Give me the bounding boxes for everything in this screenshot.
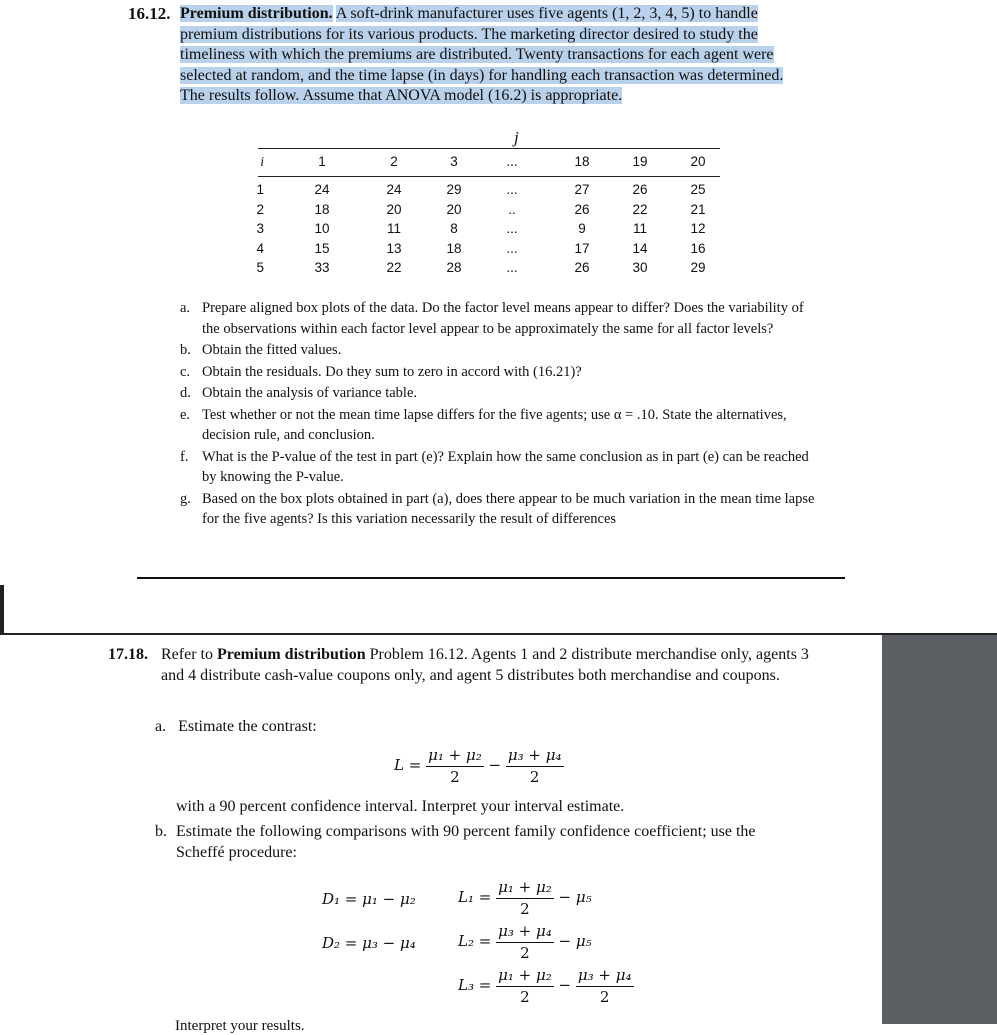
table-row-variable: i: [260, 154, 264, 169]
table-cell: 22: [386, 260, 402, 275]
statement-line: premium distributions for its various products. The marketing director desired to study the: [180, 25, 758, 43]
table-cell: 21: [690, 201, 706, 217]
formula-lhs: L₁ =: [458, 888, 492, 906]
table-cell: 26: [574, 201, 590, 217]
table-body: [258, 182, 728, 282]
table-header-cell: 1: [318, 154, 326, 169]
table-header-cell: 20: [690, 154, 706, 169]
table-cell: 18: [446, 240, 462, 256]
table-cell: 24: [314, 182, 330, 197]
gray-side-panel: [882, 635, 997, 1024]
part-label: e.: [180, 406, 191, 423]
table-cell: 20: [446, 201, 462, 217]
table-cell: 9: [578, 221, 586, 236]
fraction: [506, 745, 564, 787]
table-cell: 29: [446, 182, 462, 197]
table-cell: ..: [508, 201, 516, 217]
comparison-L2: [458, 921, 592, 963]
part-text: Obtain the analysis of variance table.: [202, 385, 418, 401]
intro-rest: Problem 16.12. Agents 1 and 2 distribute merchandise only, agents 3 and 4 distribute cash-value coupons only, and agent 5 distributes both merchandise and coupons.: [161, 646, 809, 684]
part-a: [155, 717, 317, 738]
part-item: [180, 405, 820, 446]
problem-16-12-parts: [180, 298, 820, 528]
part-label: d.: [180, 385, 191, 401]
formula-lhs: L₂ =: [458, 932, 492, 950]
part-a-label: a.: [155, 718, 167, 735]
fraction: [426, 745, 484, 787]
fraction: [496, 877, 554, 919]
problem-17-18-number: 17.18.: [108, 646, 148, 663]
table-cell: 27: [574, 182, 590, 197]
part-label: g.: [180, 490, 191, 507]
table-header-cell: ...: [506, 154, 518, 169]
table-cell: 14: [632, 240, 648, 256]
table-row-index: 3: [256, 221, 264, 236]
table-header-cell: 19: [632, 154, 648, 169]
table-cell: 16: [690, 240, 706, 256]
contrast-L-formula: [394, 745, 564, 787]
intro-bold-title: Premium distribution: [216, 646, 366, 663]
table-cell: 20: [386, 201, 402, 217]
table-cell: 13: [386, 240, 402, 256]
part-item: [180, 383, 820, 404]
intro-prefix: Refer to: [161, 646, 213, 663]
table-cell: 12: [690, 221, 706, 236]
table-cell: 26: [574, 260, 590, 275]
fraction: [496, 965, 554, 1007]
table-cell: 10: [314, 221, 330, 236]
fraction-denominator: 2: [520, 987, 530, 1006]
part-item: [180, 362, 820, 383]
part-text: Based on the box plots obtained in part (a), does there appear to be much variation in the mean time lapse for the five agents? Is this variation necessarily the result of differences: [202, 490, 815, 527]
table-cell: 33: [314, 260, 330, 275]
table-header-cell: 18: [574, 154, 590, 169]
table-cell: 11: [632, 221, 647, 236]
fraction-denominator: 2: [520, 943, 530, 962]
table-top-rule: [258, 148, 720, 149]
fraction-numerator: μ₁ + μ₂: [426, 745, 484, 767]
comparison-L3: [458, 965, 634, 1007]
table-row-index: 5: [256, 260, 264, 275]
formula-minus: −: [558, 976, 572, 994]
table-column-variable: j: [514, 128, 519, 147]
part-b-text: Estimate the following comparisons with 90 percent family confidence coefficient; use the Scheffé procedure:: [176, 823, 756, 861]
part-item: [180, 447, 820, 488]
statement-line: selected at random, and the time lapse (in days) for handling each transaction was determined.: [180, 66, 784, 84]
fraction-numerator: μ₃ + μ₄: [506, 745, 564, 767]
part-text: Obtain the fitted values.: [202, 342, 342, 358]
statement-line: timeliness with which the premiums are distributed. Twenty transactions for each agent were: [180, 46, 774, 63]
part-label: b.: [180, 342, 191, 358]
table-cell: 30: [632, 260, 648, 275]
table-row-index: 1: [256, 182, 264, 197]
fraction: [496, 921, 554, 963]
part-b-label: b.: [155, 823, 167, 840]
comparison-D1: D₁ = μ₁ − μ₂: [322, 890, 416, 908]
table-cell: 26: [632, 182, 648, 197]
page-divider: [0, 633, 997, 635]
fraction-denominator: 2: [450, 767, 460, 786]
problem-16-12-statement[interactable]: [180, 4, 800, 107]
table-cell: 11: [386, 221, 401, 236]
part-label: a.: [180, 300, 191, 316]
part-text: Test whether or not the mean time lapse differs for the five agents; use α = .10. State the alternatives, decision rule, and conclusion.: [202, 406, 787, 443]
table-header-cell: 2: [390, 154, 398, 169]
part-a-text: Estimate the contrast:: [178, 718, 317, 735]
table-cell: 29: [690, 260, 706, 275]
part-text: Prepare aligned box plots of the data. Do the factor level means appear to differ? Does the variability of the observations within each factor level appear to be approximately the same for all factor levels?: [202, 300, 804, 337]
table-cell: 22: [632, 201, 648, 217]
table-cell: 24: [386, 182, 402, 197]
problem-17-18-intro: [161, 645, 811, 686]
formula-tail: − μ₅: [558, 888, 592, 906]
part-label: f.: [180, 448, 189, 465]
left-edge-marker: [0, 585, 4, 633]
fraction-numerator: μ₁ + μ₂: [496, 965, 554, 987]
fraction-numerator: μ₃ + μ₄: [576, 965, 634, 987]
comparison-D2: D₂ = μ₃ − μ₄: [322, 934, 416, 952]
part-item: [180, 298, 820, 339]
comparison-L1: [458, 877, 592, 919]
table-cell: 8: [450, 221, 458, 236]
fraction-numerator: μ₃ + μ₄: [496, 921, 554, 943]
part-item: [180, 340, 820, 361]
cut-off-text: Interpret your results.: [175, 1018, 305, 1034]
table-row-index: 2: [256, 201, 264, 217]
statement-line: The results follow. Assume that ANOVA model (16.2) is appropriate.: [180, 87, 623, 104]
part-text: Obtain the residuals. Do they sum to zero in accord with (16.21)?: [202, 363, 582, 380]
part-item: [180, 489, 820, 527]
formula-tail: − μ₅: [558, 932, 592, 950]
fraction-denominator: 2: [529, 767, 540, 786]
table-cell: 17: [574, 240, 590, 256]
table-cell: 28: [446, 260, 462, 275]
statement-line: A soft-drink manufacturer uses five agents (1, 2, 3, 4, 5) to handle: [335, 5, 758, 22]
table-cell: ...: [506, 240, 518, 256]
table-cell: 25: [690, 182, 706, 197]
part-text: What is the P-value of the test in part (e)? Explain how the same conclusion as in part (e) can be reached by knowing the P-value.: [202, 448, 809, 485]
fraction-numerator: μ₁ + μ₂: [496, 877, 554, 899]
problem-16-12-title: Premium distribution.: [180, 5, 333, 22]
table-cell: ...: [506, 221, 518, 236]
page-bottom-rule: [137, 577, 845, 579]
formula-lhs: L =: [394, 756, 422, 774]
formula-minus: −: [488, 756, 502, 774]
formula-lhs: L₃ =: [458, 976, 492, 994]
problem-16-12-number: 16.12.: [128, 4, 171, 23]
table-header-cell: 3: [450, 154, 458, 169]
table-row-index: 4: [256, 240, 264, 256]
part-a-followup: with a 90 percent confidence interval. Interpret your interval estimate.: [176, 798, 625, 815]
table-cell: 15: [314, 240, 330, 256]
fraction-denominator: 2: [520, 899, 530, 918]
fraction: [576, 965, 634, 1007]
table-cell: ...: [506, 182, 518, 197]
part-label: c.: [180, 363, 191, 380]
table-cell: ...: [506, 260, 518, 275]
table-cell: 18: [314, 201, 330, 217]
fraction-denominator: 2: [599, 987, 610, 1006]
